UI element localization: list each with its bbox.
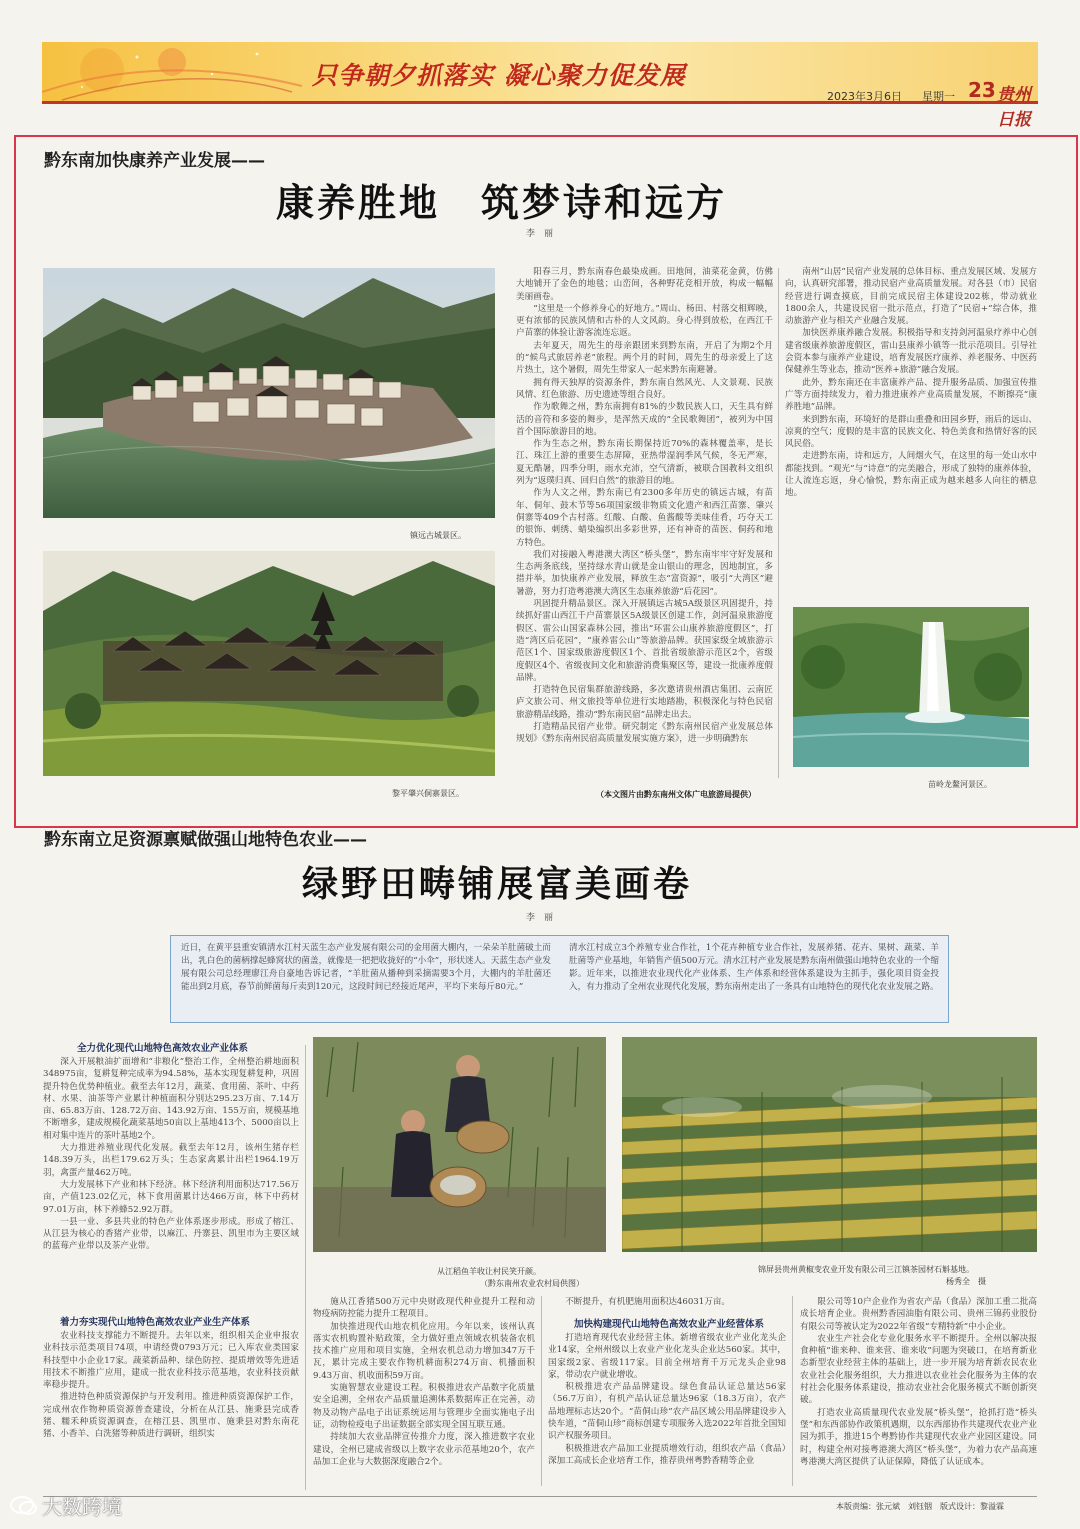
- rice-fish-photo: [313, 1037, 606, 1252]
- watermark-logo-icon: [10, 1494, 38, 1518]
- masthead-banner: [42, 42, 1038, 130]
- issue-weekday: 星期一: [922, 90, 955, 103]
- story1-col1-para: 去年夏天，周先生的母亲跟团来到黔东南，开启了为期2个月的“候鸟式旅居养老”旅程。两个月的时间，周先生的母亲爱上了这片热土，这个暑假，周先生带家人一起来黔东南避暑。: [516, 340, 773, 376]
- story2-colC-para: 打造培育现代农业经营主体。新增省级农业产业化龙头企业14家，全州州级以上农业产业化龙头企业达560家。其中，国家级2家、省级117家。目前全州培育千万元龙头企业98家，带动农户就业增收。: [548, 1333, 786, 1380]
- story1-col1-para: 作为生态之州，黔东南长期保持近70%的森林覆盖率，是长江、珠江上游的重要生态屏障，亚热带湿润季风气候，冬无严寒，夏无酷暑，四季分明，雨水充沛，空气清新，被联合国教科文组织列为“返璞归真、回归自然”的旅游目的地。: [516, 439, 773, 487]
- story2-intro-box: [170, 935, 949, 1023]
- column-divider: [305, 1045, 306, 1490]
- story2-colC-para: 积极推进农产品加工业提质增效行动，组织农产品（食品）深加工高成长企业培育工作，推荐贵州粤黔香精等企业: [548, 1443, 786, 1466]
- story2-colA-para: 大力推进养殖业现代化发展。截至去年12月，该州生猪存栏148.39万头，出栏179.62万头；生态家禽累计出栏1964.19万羽，禽蛋产量462万吨。: [43, 1143, 299, 1178]
- story2-colB-para: 持续加大农业品牌宣传推介力度，深入推进数字农业建设，全州已建成省级以上数字农业示范基地20个，农产品加工企业与大数据深度融合2个。: [313, 1432, 535, 1467]
- story1-col2-para: 走进黔东南，诗和远方，人间烟火气，在这里的每一处山水中都能找到。“观光”与“诗意”的完美融合，形成了独特的康养体验，让人流连忘返，身心愉悦，黔东南正成为越来越多人向往的栖息地。: [785, 451, 1037, 499]
- banner-motto: 只争朝夕抓落实 凝心聚力促发展: [312, 61, 686, 90]
- story1-col1-para: 巩固提升精品景区。深入开展镇远古城5A级景区巩固提升，持续抓好雷山西江千户苗寨景区5A级景区创建工作，剑河温泉旅游度假区、雷公山国家森林公园，推出“环雷公山康养旅游度假区”，打造“湾区后花园”，“康养雷公山”等旅游品牌。获国家级全域旅游示范区1个、国家级旅游度假区1个、首批省级旅游示范区2个，省级度假区4个、省级夜间文化和旅游消费集聚区等，建设一批康养度假品牌。: [516, 599, 773, 683]
- story2-colB-para: 施从江香猪500万元中央财政现代种业提升工程和动物疫病防控能力提升工程项目。: [313, 1297, 535, 1320]
- story1-col2-para: 南州“山居”民宿产业发展的总体目标、重点发展区域、发展方向，认真研究部署，推动民宿产业高质量发展。对各县（市）民宿经营进行调查摸底，目前完成民宿主体建设202栋，带动就业1800余人，共建设民宿一批示范点，打造了“民宿+”综合体，推动旅游产业与相关产业融合发展。: [785, 267, 1037, 327]
- zhenyuan-caption: 镇远古城景区。: [410, 531, 466, 540]
- story2-colD-para: 限公司等10户企业作为省农产品（食品）深加工重二批高成长培育企业。贵州黔香园油脂有限公司、贵州三锦药业股份有限公司等被认定为2022年省级“专精特新”中小企业。: [800, 1297, 1037, 1332]
- story2-colC-para: 不断提升，有机肥施用面积达46031万亩。: [565, 1297, 731, 1307]
- paper-name: 贵州日报: [997, 85, 1031, 130]
- story2-colB-para: 实施智慧农业建设工程。积极推进农产品数字化质量安全追溯，全州农产品质量追溯体系数据库正在完善，动物及动物产品电子出证系统运用与管理步全面实施电子出证，动物检疫电子出证数据全部实现全国互联互通。: [313, 1383, 535, 1430]
- story1-column-1: [516, 266, 773, 786]
- editor-credits: 本版责编：张元斌 刘钰铟 版式设计：黎溢霖: [836, 1502, 1004, 1511]
- story2-column-d: [800, 1296, 1037, 1486]
- issue-date: 2023年3月6日: [827, 90, 902, 103]
- tea-garden-author: 杨秀全 摄: [946, 1277, 986, 1286]
- rice-fish-credit: （黔东南州农业农村局供图）: [480, 1279, 584, 1288]
- story2-colB-para: 加快推进现代山地农机化应用。今年以来，该州认真落实农机购置补贴政策，全力做好重点领域农机装备农机技术推广应用和项目实施，全州农机总动力增加347万千瓦，累计完成主要农作物机耕面积274万亩、机播面积9.43万亩、机收面积59万亩。: [313, 1321, 535, 1381]
- zhaoxing-photo: [43, 551, 495, 776]
- story1-col1-para: “这里是一个修养身心的好地方。”周山、杨田、村落交相辉映，更有浓郁的民族风情和古朴的人文风韵。身心得到放松，在西江千户苗寨的体验让游客流连忘返。: [516, 303, 773, 339]
- story1-col1-para: 打造特色民宿集群旅游线路，多次邀请贵州酒店集团、云南匠庐文旅公司、州文旅投等单位进行实地踏勘，积极深化与特色民宿旅游精品线路，推动“黔东南民宿”品牌走出去。: [516, 685, 773, 720]
- story1-col1-para: 作为歌舞之州，黔东南拥有81%的少数民族人口，天生具有鲜活的音符和多姿的舞步，是浑然天成的“全民歌舞团”，被列为中国首个国际旅游目的地。: [516, 402, 773, 437]
- story1-col1-para: 我们对接融入粤港澳大湾区“桥头堡”，黔东南牢牢守好发展和生态两条底线，坚持绿水青山就是金山银山的理念，因地制宜，多措并举，加快康养产业发展，释放生态“富资源”，吸引“大湾区”避暑游，努力打造粤港澳大湾区生态康养旅游“后花园”。: [516, 549, 773, 597]
- story2-byline: 李 丽: [526, 913, 554, 923]
- story2-column-b: [313, 1296, 535, 1486]
- zhenyuan-photo: [43, 268, 495, 518]
- story2-colA-para: 一县一业、多县共业的特色产业体系逐步形成。形成了榕江、从江县为核心的香猪产业带，以麻江、丹寨县、凯里市为主要区域的蓝莓产业带以及茶产业带。: [43, 1216, 299, 1252]
- tea-garden-photo: [622, 1037, 1037, 1252]
- page-number: 23: [968, 78, 996, 102]
- story1-col1-para: 拥有得天独厚的资源条件，黔东南自然风光、人文景观、民族风情、红色旅游、历史遗迹等组合良好。: [516, 377, 773, 400]
- story1-col1-para: 作为人文之州，黔东南已有2300多年历史的镇远古城，有苗年、侗年、鼓木节等56项国家级非物质文化遗产和西江苗寨、肇兴侗寨等409个古村落。红酸、白酸、鱼酱酸等美味佳肴，巧夺天工的银饰、刺绣、蜡染编织出多彩世界，还有神奇的苗医、侗药和地方特色。: [516, 488, 773, 548]
- intro-right-text: 清水江村成立3个养殖专业合作社，1个花卉种植专业合作社，发展养猪、花卉、果树、蔬菜、羊肚菌等产业基地，年销售产值500万元。清水江村产业发展是黔东南州做强山地特色农业的一个缩影。近年来，以推进农业现代化产业体系、生产体系和经营体系建设为主抓手，强化项目资金投入，有力推动了全州农业现代化发展，黔东南州走出了一条具有山地特色的现代化农业发展之路。: [569, 943, 939, 992]
- story1-photo-credit: （本文图片由黔东南州文体广电旅游局提供）: [596, 789, 756, 799]
- story2-colD-para: 农业生产社会化专业化服务水平不断提升。全州以解决报食种植“谁来种、谁来营、谁来收”问题为突破口，在培育新业态新型农业经营主体的基础上，进一步开展为培育新农民农业农业社会化服务组织，大力推进以农业社会化服务为主体的农村社会化服务体系建设，推动农业社会化服务模式不断创新突破。: [800, 1333, 1037, 1406]
- story2-headline: 绿野田畴铺展富美画卷: [302, 864, 693, 905]
- story1-byline: 李 丽: [526, 229, 554, 239]
- story2-column-a2: [43, 1330, 299, 1490]
- tea-garden-caption: 锦屏县贵州黄椒变农业开发有限公司三江镇茶园材石斛基地。: [758, 1265, 974, 1274]
- story2-colD-para: 打造农业高质量现代农业发展“桥头堡”，抢抓打造“桥头堡”和东西部协作政策机遇期，以东西部协作共建现代农业产业园为抓手，推进15个粤黔协作共建现代农业产业园区建设。同时，构建全州对接粤港澳大湾区“桥头堡”，为着力农产品高速粤港澳大湾区提供了认证保障，降低了认证成本。: [800, 1407, 1037, 1467]
- story2-colA2-para: 农业科技支撑能力不断提升。去年以来，组织相关企业申报农业科技示范类项目74项，申请经费0793万元；已入库农业类国家科技型中小企业17家。蔬菜新品种、绿色防控、提质增效等先进适用技术不断推广应用，建成一批农业科技示范基地，农业科技贡献率稳步提升。: [43, 1331, 299, 1391]
- longaohe-caption: 苗岭龙鳌河景区。: [928, 780, 992, 789]
- zhaoxing-caption: 黎平肇兴侗寨景区。: [392, 789, 464, 798]
- longaohe-photo: [793, 607, 1029, 767]
- intro-left-text: 近日，在黄平县重安镇清水江村天蓝生态产业发展有限公司的金用菌大棚内，一朵朵羊肚菌破土而出，乳白色的菌柄撑起蜂窝状的菌盖，就像是一把把收拢好的“小伞”，形状迷人。天蓝生态产业发展有限公司总经理廖江舟自豪地告诉记者，“羊肚菌从播种到采摘需要3个月，大棚内的羊肚菌还能出到2月底，春节前鲜菌每斤卖到120元，这段时间已经接近尾声，平均下来每斤80元。”: [181, 943, 551, 992]
- story2-colA2-para: 推进特色种质资源保护与开发利用。推进种质资源保护工作，完成州农作物种质资源普查建设，分析在从江县、施秉县完成香猪、糯禾种质资源调查，在榕江县、凯里市、施秉县对黔东南花猪、小香羊、白洗猪等种质进行调研，组织实: [43, 1392, 299, 1440]
- story2-colC-para: 积极推进农产品品牌建设。绿色食品认证总量达56家（56.7万亩），有机产品认证总量达96家（18.3万亩），农产品地理标志达20个。“苗侗山珍”农产品区域公用品牌建设步入快车道，“苗侗山珍”商标创建专项服务入选2022年首批全国知识产权服务项目。: [548, 1382, 786, 1442]
- column-divider: [792, 1296, 793, 1486]
- rice-fish-caption: 从江稻鱼羊收让村民笑开颜。: [437, 1267, 541, 1276]
- story1-headline: 康养胜地 筑梦诗和远方: [276, 181, 728, 225]
- story1-col1-para: 打造精品民宿产业带。研究制定《黔东南州民宿产业发展总体规划》《黔东南州民宿高质量发展实施方案》，进一步明确黔东: [516, 721, 773, 745]
- story1-col2-para: 此外，黔东南还在丰富康养产品、提升服务品质、加强宣传推广等方面持续发力，着力推进康养产业高质量发展，不断擦亮“康养胜地”品牌。: [785, 377, 1037, 413]
- story2-column-c-top: [548, 1296, 786, 1316]
- story1-col2-para: 来到黔东南，环境好的是群山重叠和田园乡野，雨后的远山、凉爽的空气；度假的是丰富的民族文化、特色美食和热情好客的民风民俗。: [785, 414, 1037, 450]
- story2-colA-para: 深入开展粮油扩面增和“非粮化”整治工作，全州整治耕地面积348975亩，复耕复种完成率为94.58%，基本实现复耕复种，巩固提升特色优势种植业。截至去年12月，蔬菜、食用菌、茶叶、中药材、水果、油茶等产业累计种植面积分别达295.23万亩、7.14万亩、65.83万亩、128.72万亩、143.92万亩、155万亩，规模基地不断增多，建成规模化蔬菜基地50亩以上基地413个、5000亩以上相对集中连片的茶叶基地2个。: [43, 1057, 299, 1141]
- story1-column-2: [785, 266, 1037, 601]
- watermark-text: 大数跨境: [42, 1495, 122, 1519]
- column-divider: [541, 1296, 542, 1486]
- section3-title: 加快构建现代山地特色高效农业产业经营体系: [574, 1319, 765, 1330]
- story1-col1-para: 阳春三月，黔东南春色最染成画。田地间，油菜花金黄，仿佛大地铺开了金色的地毯；山峦间，各种野花竞相开放，构成一幅幅美丽画卷。: [516, 267, 773, 302]
- story1-kicker: 黔东南加快康养产业发展——: [44, 151, 265, 171]
- story1-col2-para: 加快医养康养融合发展。积极指导和支持剑河温泉疗养中心创建省级康养旅游度假区，雷山县康养小镇等一批示范项目。引导社会资本参与康养产业建设，培育发展医疗康养、养老服务、中医药保健养生等业态，推动“医养+旅游”融合发展。: [785, 328, 1037, 376]
- story2-column-a: [43, 1056, 299, 1306]
- story2-colA-para: 大力发展林下产业和林下经济。林下经济利用面积达717.56万亩，产值123.02亿元，林下食用菌累计达466万亩，林下中药材97.01万亩，林下养蜂52.92万群。: [43, 1179, 299, 1215]
- story2-column-c: [548, 1332, 786, 1487]
- section2-title: 着力夯实现代山地特色高效农业产业生产体系: [60, 1317, 251, 1328]
- column-divider: [778, 268, 779, 778]
- footer-rule: [43, 1496, 1037, 1497]
- section1-title: 全力优化现代山地特色高效农业产业体系: [77, 1043, 249, 1054]
- story2-kicker: 黔东南立足资源禀赋做强山地特色农业——: [44, 830, 367, 850]
